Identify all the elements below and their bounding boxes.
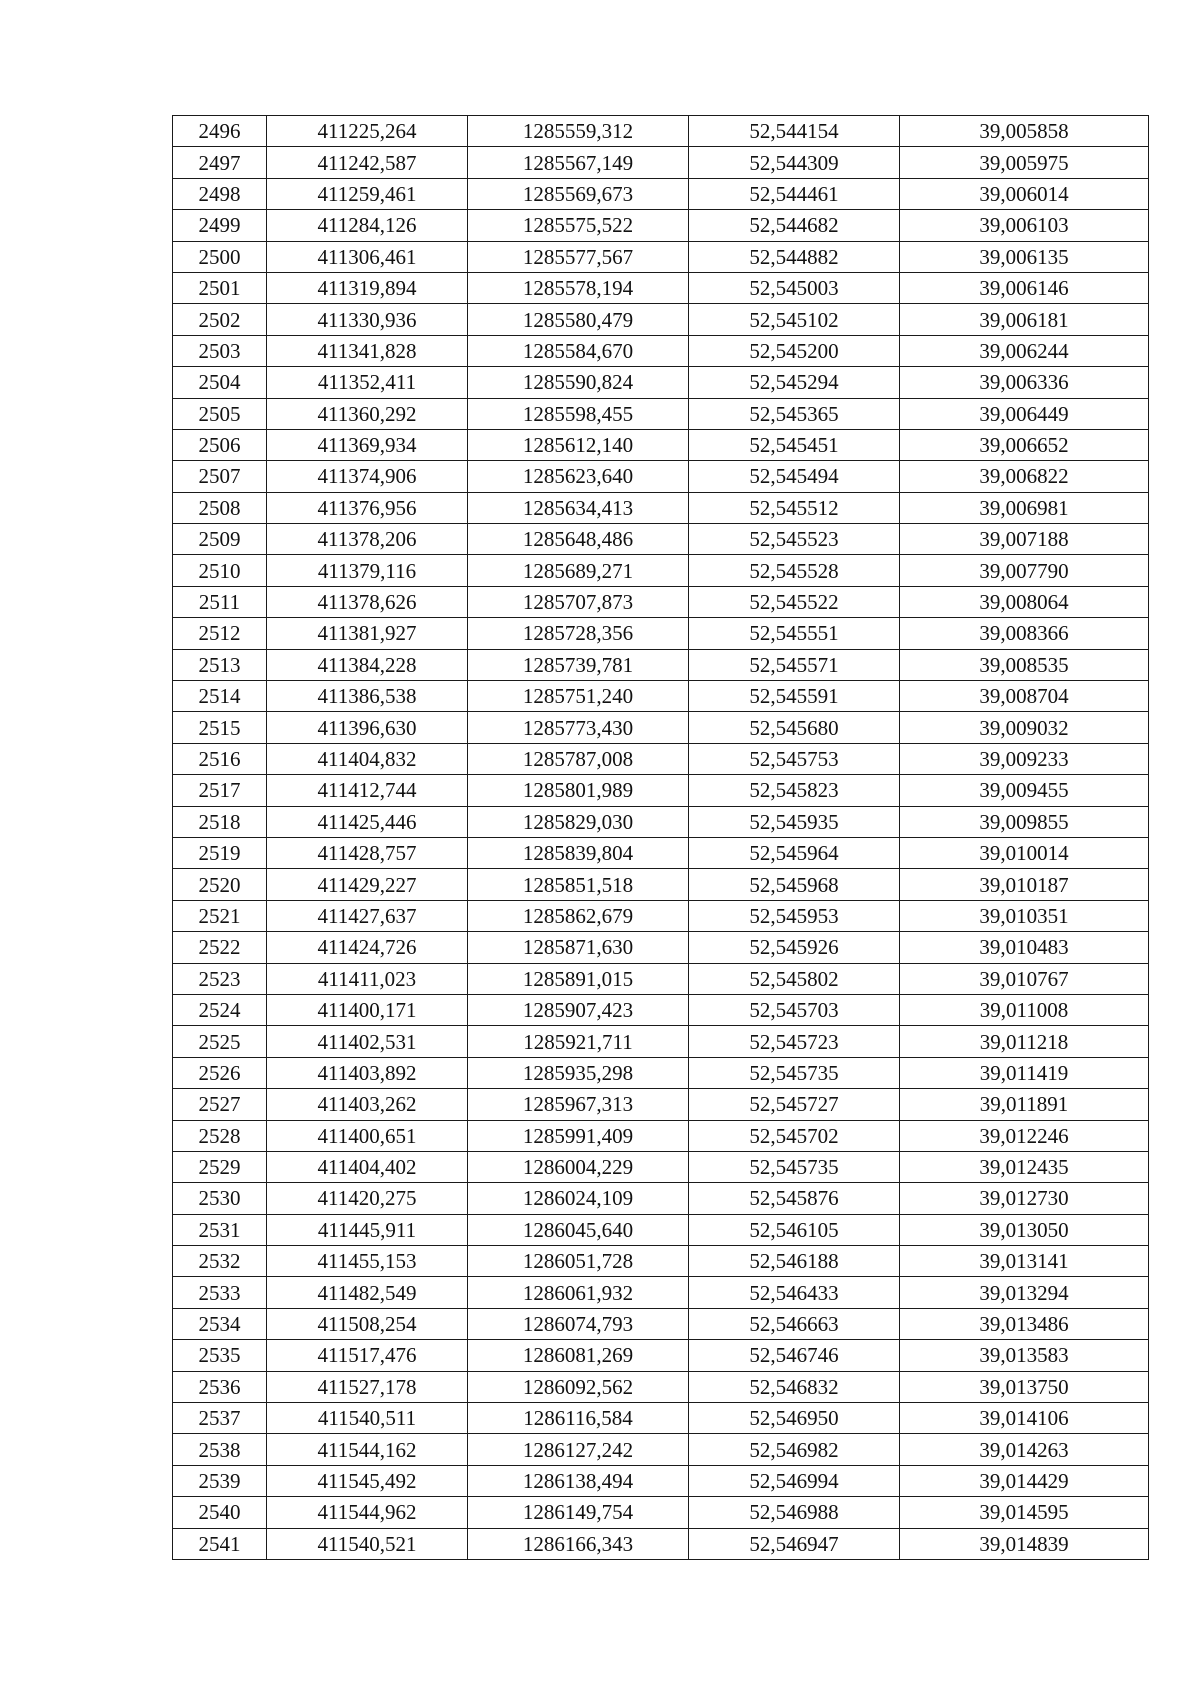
- y-coordinate-cell: 1285773,430: [468, 712, 689, 743]
- table-row: [173, 272, 1149, 303]
- point-number-cell: 2528: [173, 1120, 267, 1151]
- table-row: [173, 461, 1149, 492]
- point-number-cell: 2504: [173, 367, 267, 398]
- table-row: [173, 147, 1149, 178]
- point-number-cell: 2505: [173, 398, 267, 429]
- longitude-cell: 39,008064: [900, 586, 1149, 617]
- longitude-cell: 39,006981: [900, 492, 1149, 523]
- longitude-cell: 39,008366: [900, 618, 1149, 649]
- longitude-cell: 39,006822: [900, 461, 1149, 492]
- x-coordinate-cell: 411386,538: [267, 681, 468, 712]
- point-number-cell: 2496: [173, 116, 267, 147]
- longitude-cell: 39,006449: [900, 398, 1149, 429]
- point-number-cell: 2498: [173, 178, 267, 209]
- table-row: [173, 178, 1149, 209]
- table-row: [173, 775, 1149, 806]
- latitude-cell: 52,545680: [689, 712, 900, 743]
- y-coordinate-cell: 1285648,486: [468, 524, 689, 555]
- y-coordinate-cell: 1285575,522: [468, 210, 689, 241]
- y-coordinate-cell: 1285739,781: [468, 649, 689, 680]
- latitude-cell: 52,545523: [689, 524, 900, 555]
- table-row: [173, 1528, 1149, 1559]
- table-row: [173, 1026, 1149, 1057]
- x-coordinate-cell: 411544,962: [267, 1497, 468, 1528]
- x-coordinate-cell: 411352,411: [267, 367, 468, 398]
- table-row: [173, 618, 1149, 649]
- point-number-cell: 2525: [173, 1026, 267, 1057]
- table-row: [173, 994, 1149, 1025]
- latitude-cell: 52,545294: [689, 367, 900, 398]
- point-number-cell: 2527: [173, 1089, 267, 1120]
- x-coordinate-cell: 411374,906: [267, 461, 468, 492]
- latitude-cell: 52,546832: [689, 1371, 900, 1402]
- y-coordinate-cell: 1285580,479: [468, 304, 689, 335]
- longitude-cell: 39,005858: [900, 116, 1149, 147]
- longitude-cell: 39,014429: [900, 1465, 1149, 1496]
- latitude-cell: 52,545102: [689, 304, 900, 335]
- latitude-cell: 52,545964: [689, 837, 900, 868]
- table-row: [173, 1183, 1149, 1214]
- latitude-cell: 52,545802: [689, 963, 900, 994]
- point-number-cell: 2530: [173, 1183, 267, 1214]
- longitude-cell: 39,011891: [900, 1089, 1149, 1120]
- x-coordinate-cell: 411330,936: [267, 304, 468, 335]
- latitude-cell: 52,544154: [689, 116, 900, 147]
- table-row: [173, 367, 1149, 398]
- x-coordinate-cell: 411540,521: [267, 1528, 468, 1559]
- x-coordinate-cell: 411376,956: [267, 492, 468, 523]
- longitude-cell: 39,006135: [900, 241, 1149, 272]
- y-coordinate-cell: 1285862,679: [468, 900, 689, 931]
- longitude-cell: 39,008535: [900, 649, 1149, 680]
- table-row: [173, 1057, 1149, 1088]
- latitude-cell: 52,545876: [689, 1183, 900, 1214]
- table-row: [173, 1308, 1149, 1339]
- table-row: [173, 837, 1149, 868]
- point-number-cell: 2497: [173, 147, 267, 178]
- latitude-cell: 52,545551: [689, 618, 900, 649]
- table-row: [173, 806, 1149, 837]
- table-row: [173, 429, 1149, 460]
- longitude-cell: 39,010351: [900, 900, 1149, 931]
- x-coordinate-cell: 411540,511: [267, 1403, 468, 1434]
- point-number-cell: 2529: [173, 1151, 267, 1182]
- latitude-cell: 52,545968: [689, 869, 900, 900]
- x-coordinate-cell: 411225,264: [267, 116, 468, 147]
- y-coordinate-cell: 1285584,670: [468, 335, 689, 366]
- y-coordinate-cell: 1285689,271: [468, 555, 689, 586]
- point-number-cell: 2516: [173, 743, 267, 774]
- longitude-cell: 39,010014: [900, 837, 1149, 868]
- y-coordinate-cell: 1285787,008: [468, 743, 689, 774]
- longitude-cell: 39,014839: [900, 1528, 1149, 1559]
- y-coordinate-cell: 1285728,356: [468, 618, 689, 649]
- longitude-cell: 39,007188: [900, 524, 1149, 555]
- x-coordinate-cell: 411379,116: [267, 555, 468, 586]
- y-coordinate-cell: 1285829,030: [468, 806, 689, 837]
- x-coordinate-cell: 411445,911: [267, 1214, 468, 1245]
- point-number-cell: 2510: [173, 555, 267, 586]
- y-coordinate-cell: 1285598,455: [468, 398, 689, 429]
- point-number-cell: 2509: [173, 524, 267, 555]
- y-coordinate-cell: 1285623,640: [468, 461, 689, 492]
- y-coordinate-cell: 1285707,873: [468, 586, 689, 617]
- x-coordinate-cell: 411396,630: [267, 712, 468, 743]
- x-coordinate-cell: 411400,651: [267, 1120, 468, 1151]
- y-coordinate-cell: 1286127,242: [468, 1434, 689, 1465]
- point-number-cell: 2534: [173, 1308, 267, 1339]
- x-coordinate-cell: 411545,492: [267, 1465, 468, 1496]
- y-coordinate-cell: 1285851,518: [468, 869, 689, 900]
- y-coordinate-cell: 1285590,824: [468, 367, 689, 398]
- longitude-cell: 39,011218: [900, 1026, 1149, 1057]
- point-number-cell: 2499: [173, 210, 267, 241]
- latitude-cell: 52,544461: [689, 178, 900, 209]
- x-coordinate-cell: 411412,744: [267, 775, 468, 806]
- x-coordinate-cell: 411381,927: [267, 618, 468, 649]
- y-coordinate-cell: 1285751,240: [468, 681, 689, 712]
- table-row: [173, 963, 1149, 994]
- longitude-cell: 39,014106: [900, 1403, 1149, 1434]
- latitude-cell: 52,546982: [689, 1434, 900, 1465]
- x-coordinate-cell: 411428,757: [267, 837, 468, 868]
- x-coordinate-cell: 411517,476: [267, 1340, 468, 1371]
- longitude-cell: 39,010187: [900, 869, 1149, 900]
- longitude-cell: 39,013486: [900, 1308, 1149, 1339]
- y-coordinate-cell: 1285634,413: [468, 492, 689, 523]
- latitude-cell: 52,545494: [689, 461, 900, 492]
- table-row: [173, 1434, 1149, 1465]
- x-coordinate-cell: 411404,402: [267, 1151, 468, 1182]
- latitude-cell: 52,545723: [689, 1026, 900, 1057]
- longitude-cell: 39,014263: [900, 1434, 1149, 1465]
- latitude-cell: 52,545823: [689, 775, 900, 806]
- y-coordinate-cell: 1285991,409: [468, 1120, 689, 1151]
- table-row: [173, 932, 1149, 963]
- latitude-cell: 52,545571: [689, 649, 900, 680]
- y-coordinate-cell: 1286081,269: [468, 1340, 689, 1371]
- y-coordinate-cell: 1286074,793: [468, 1308, 689, 1339]
- latitude-cell: 52,544682: [689, 210, 900, 241]
- longitude-cell: 39,009455: [900, 775, 1149, 806]
- coordinates-table-body: [173, 116, 1149, 1560]
- latitude-cell: 52,545926: [689, 932, 900, 963]
- longitude-cell: 39,008704: [900, 681, 1149, 712]
- point-number-cell: 2522: [173, 932, 267, 963]
- x-coordinate-cell: 411369,934: [267, 429, 468, 460]
- longitude-cell: 39,009855: [900, 806, 1149, 837]
- x-coordinate-cell: 411384,228: [267, 649, 468, 680]
- longitude-cell: 39,009233: [900, 743, 1149, 774]
- latitude-cell: 52,545703: [689, 994, 900, 1025]
- longitude-cell: 39,006652: [900, 429, 1149, 460]
- x-coordinate-cell: 411403,262: [267, 1089, 468, 1120]
- point-number-cell: 2524: [173, 994, 267, 1025]
- longitude-cell: 39,012246: [900, 1120, 1149, 1151]
- longitude-cell: 39,005975: [900, 147, 1149, 178]
- x-coordinate-cell: 411429,227: [267, 869, 468, 900]
- x-coordinate-cell: 411420,275: [267, 1183, 468, 1214]
- point-number-cell: 2503: [173, 335, 267, 366]
- y-coordinate-cell: 1285921,711: [468, 1026, 689, 1057]
- longitude-cell: 39,006244: [900, 335, 1149, 366]
- x-coordinate-cell: 411306,461: [267, 241, 468, 272]
- longitude-cell: 39,011008: [900, 994, 1149, 1025]
- table-row: [173, 304, 1149, 335]
- x-coordinate-cell: 411482,549: [267, 1277, 468, 1308]
- point-number-cell: 2538: [173, 1434, 267, 1465]
- longitude-cell: 39,013294: [900, 1277, 1149, 1308]
- y-coordinate-cell: 1285569,673: [468, 178, 689, 209]
- point-number-cell: 2540: [173, 1497, 267, 1528]
- table-row: [173, 1403, 1149, 1434]
- table-row: [173, 900, 1149, 931]
- latitude-cell: 52,546988: [689, 1497, 900, 1528]
- x-coordinate-cell: 411427,637: [267, 900, 468, 931]
- point-number-cell: 2521: [173, 900, 267, 931]
- y-coordinate-cell: 1286138,494: [468, 1465, 689, 1496]
- x-coordinate-cell: 411404,832: [267, 743, 468, 774]
- latitude-cell: 52,546105: [689, 1214, 900, 1245]
- y-coordinate-cell: 1286004,229: [468, 1151, 689, 1182]
- x-coordinate-cell: 411425,446: [267, 806, 468, 837]
- table-row: [173, 335, 1149, 366]
- table-row: [173, 1246, 1149, 1277]
- table-row: [173, 1277, 1149, 1308]
- point-number-cell: 2514: [173, 681, 267, 712]
- latitude-cell: 52,545451: [689, 429, 900, 460]
- longitude-cell: 39,006181: [900, 304, 1149, 335]
- table-row: [173, 649, 1149, 680]
- y-coordinate-cell: 1286061,932: [468, 1277, 689, 1308]
- x-coordinate-cell: 411284,126: [267, 210, 468, 241]
- table-row: [173, 116, 1149, 147]
- longitude-cell: 39,013050: [900, 1214, 1149, 1245]
- point-number-cell: 2537: [173, 1403, 267, 1434]
- latitude-cell: 52,545591: [689, 681, 900, 712]
- longitude-cell: 39,013141: [900, 1246, 1149, 1277]
- table-row: [173, 1089, 1149, 1120]
- y-coordinate-cell: 1286166,343: [468, 1528, 689, 1559]
- table-row: [173, 869, 1149, 900]
- x-coordinate-cell: 411508,254: [267, 1308, 468, 1339]
- latitude-cell: 52,545522: [689, 586, 900, 617]
- longitude-cell: 39,010483: [900, 932, 1149, 963]
- x-coordinate-cell: 411259,461: [267, 178, 468, 209]
- table-row: [173, 743, 1149, 774]
- y-coordinate-cell: 1285577,567: [468, 241, 689, 272]
- table-row: [173, 712, 1149, 743]
- x-coordinate-cell: 411455,153: [267, 1246, 468, 1277]
- latitude-cell: 52,546746: [689, 1340, 900, 1371]
- table-row: [173, 1340, 1149, 1371]
- point-number-cell: 2518: [173, 806, 267, 837]
- longitude-cell: 39,014595: [900, 1497, 1149, 1528]
- y-coordinate-cell: 1285567,149: [468, 147, 689, 178]
- y-coordinate-cell: 1286051,728: [468, 1246, 689, 1277]
- latitude-cell: 52,545935: [689, 806, 900, 837]
- table-row: [173, 241, 1149, 272]
- point-number-cell: 2541: [173, 1528, 267, 1559]
- x-coordinate-cell: 411341,828: [267, 335, 468, 366]
- point-number-cell: 2500: [173, 241, 267, 272]
- table-row: [173, 681, 1149, 712]
- y-coordinate-cell: 1286116,584: [468, 1403, 689, 1434]
- table-row: [173, 1120, 1149, 1151]
- y-coordinate-cell: 1285871,630: [468, 932, 689, 963]
- x-coordinate-cell: 411319,894: [267, 272, 468, 303]
- latitude-cell: 52,546433: [689, 1277, 900, 1308]
- latitude-cell: 52,545003: [689, 272, 900, 303]
- table-row: [173, 555, 1149, 586]
- latitude-cell: 52,546947: [689, 1528, 900, 1559]
- latitude-cell: 52,545200: [689, 335, 900, 366]
- latitude-cell: 52,546663: [689, 1308, 900, 1339]
- longitude-cell: 39,013583: [900, 1340, 1149, 1371]
- x-coordinate-cell: 411527,178: [267, 1371, 468, 1402]
- latitude-cell: 52,546188: [689, 1246, 900, 1277]
- table-row: [173, 1371, 1149, 1402]
- latitude-cell: 52,546950: [689, 1403, 900, 1434]
- y-coordinate-cell: 1286149,754: [468, 1497, 689, 1528]
- y-coordinate-cell: 1285967,313: [468, 1089, 689, 1120]
- longitude-cell: 39,006146: [900, 272, 1149, 303]
- longitude-cell: 39,006103: [900, 210, 1149, 241]
- y-coordinate-cell: 1285839,804: [468, 837, 689, 868]
- y-coordinate-cell: 1285612,140: [468, 429, 689, 460]
- point-number-cell: 2513: [173, 649, 267, 680]
- point-number-cell: 2517: [173, 775, 267, 806]
- point-number-cell: 2506: [173, 429, 267, 460]
- table-row: [173, 524, 1149, 555]
- table-row: [173, 1465, 1149, 1496]
- latitude-cell: 52,545365: [689, 398, 900, 429]
- point-number-cell: 2520: [173, 869, 267, 900]
- y-coordinate-cell: 1286045,640: [468, 1214, 689, 1245]
- latitude-cell: 52,545735: [689, 1151, 900, 1182]
- latitude-cell: 52,544882: [689, 241, 900, 272]
- latitude-cell: 52,544309: [689, 147, 900, 178]
- point-number-cell: 2508: [173, 492, 267, 523]
- point-number-cell: 2502: [173, 304, 267, 335]
- point-number-cell: 2532: [173, 1246, 267, 1277]
- longitude-cell: 39,012435: [900, 1151, 1149, 1182]
- x-coordinate-cell: 411402,531: [267, 1026, 468, 1057]
- longitude-cell: 39,013750: [900, 1371, 1149, 1402]
- point-number-cell: 2526: [173, 1057, 267, 1088]
- latitude-cell: 52,546994: [689, 1465, 900, 1496]
- y-coordinate-cell: 1286092,562: [468, 1371, 689, 1402]
- latitude-cell: 52,545528: [689, 555, 900, 586]
- longitude-cell: 39,006336: [900, 367, 1149, 398]
- longitude-cell: 39,012730: [900, 1183, 1149, 1214]
- table-row: [173, 1497, 1149, 1528]
- x-coordinate-cell: 411544,162: [267, 1434, 468, 1465]
- x-coordinate-cell: 411403,892: [267, 1057, 468, 1088]
- y-coordinate-cell: 1285559,312: [468, 116, 689, 147]
- point-number-cell: 2533: [173, 1277, 267, 1308]
- y-coordinate-cell: 1285907,423: [468, 994, 689, 1025]
- coordinates-table: [172, 115, 1149, 1560]
- x-coordinate-cell: 411242,587: [267, 147, 468, 178]
- latitude-cell: 52,545727: [689, 1089, 900, 1120]
- y-coordinate-cell: 1285891,015: [468, 963, 689, 994]
- longitude-cell: 39,010767: [900, 963, 1149, 994]
- x-coordinate-cell: 411411,023: [267, 963, 468, 994]
- point-number-cell: 2531: [173, 1214, 267, 1245]
- table-row: [173, 492, 1149, 523]
- y-coordinate-cell: 1286024,109: [468, 1183, 689, 1214]
- point-number-cell: 2519: [173, 837, 267, 868]
- x-coordinate-cell: 411378,626: [267, 586, 468, 617]
- table-row: [173, 1151, 1149, 1182]
- point-number-cell: 2535: [173, 1340, 267, 1371]
- point-number-cell: 2523: [173, 963, 267, 994]
- latitude-cell: 52,545753: [689, 743, 900, 774]
- y-coordinate-cell: 1285935,298: [468, 1057, 689, 1088]
- x-coordinate-cell: 411360,292: [267, 398, 468, 429]
- y-coordinate-cell: 1285578,194: [468, 272, 689, 303]
- longitude-cell: 39,011419: [900, 1057, 1149, 1088]
- longitude-cell: 39,009032: [900, 712, 1149, 743]
- table-row: [173, 398, 1149, 429]
- point-number-cell: 2501: [173, 272, 267, 303]
- table-row: [173, 586, 1149, 617]
- x-coordinate-cell: 411400,171: [267, 994, 468, 1025]
- point-number-cell: 2539: [173, 1465, 267, 1496]
- point-number-cell: 2507: [173, 461, 267, 492]
- latitude-cell: 52,545512: [689, 492, 900, 523]
- point-number-cell: 2511: [173, 586, 267, 617]
- point-number-cell: 2536: [173, 1371, 267, 1402]
- longitude-cell: 39,007790: [900, 555, 1149, 586]
- x-coordinate-cell: 411424,726: [267, 932, 468, 963]
- table-row: [173, 1214, 1149, 1245]
- longitude-cell: 39,006014: [900, 178, 1149, 209]
- x-coordinate-cell: 411378,206: [267, 524, 468, 555]
- y-coordinate-cell: 1285801,989: [468, 775, 689, 806]
- latitude-cell: 52,545702: [689, 1120, 900, 1151]
- point-number-cell: 2515: [173, 712, 267, 743]
- point-number-cell: 2512: [173, 618, 267, 649]
- table-row: [173, 210, 1149, 241]
- latitude-cell: 52,545735: [689, 1057, 900, 1088]
- latitude-cell: 52,545953: [689, 900, 900, 931]
